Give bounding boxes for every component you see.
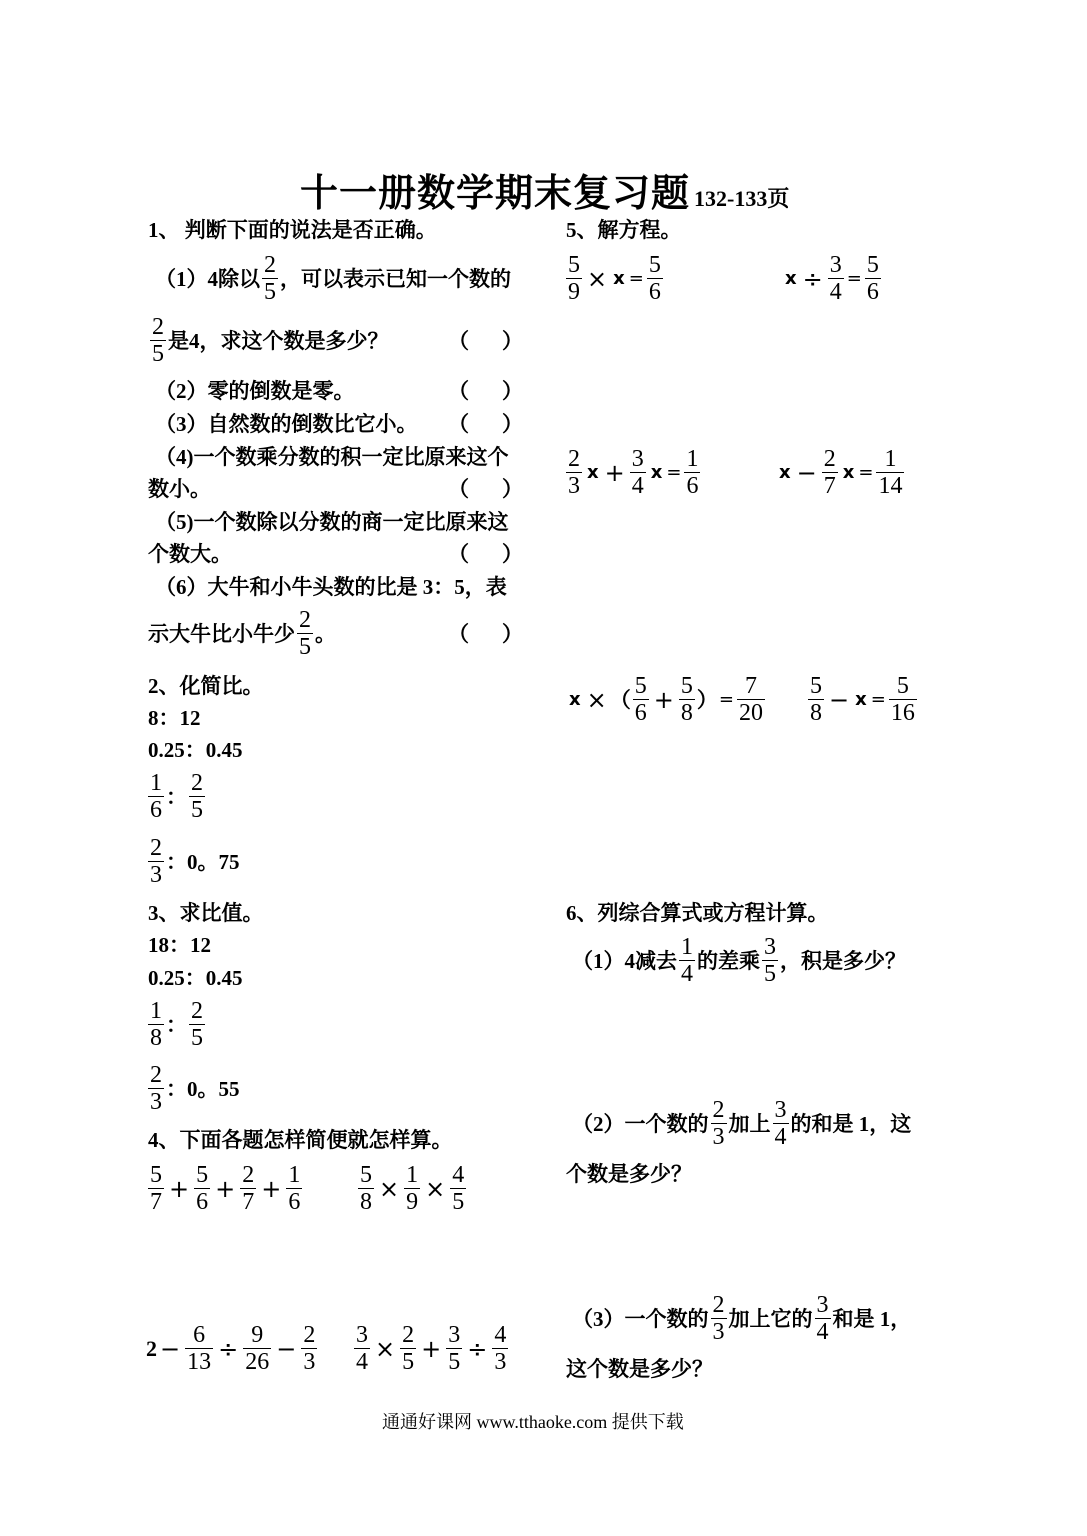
ratio-item: 0.25：0.45 xyxy=(148,738,243,762)
ratio-item: 0.25：0.45 xyxy=(148,966,243,990)
question-1-5-cont: 个数大。 （ ） xyxy=(148,538,523,570)
section-6-heading: 6、列综合算式或方程计算。 xyxy=(566,901,829,925)
equation-4: x − $\frac{2}{7}$ x = $\frac{1}{14}$ xyxy=(779,446,903,499)
word-problem-2-cont: 个数是多少？ xyxy=(566,1162,692,1186)
section-4-heading: 4、下面各题怎样简便就怎样算。 xyxy=(148,1128,453,1152)
equation-3: $\frac{2}{3}$ x + $\frac{3}{4}$ x = $\frac{1}{6}$ xyxy=(568,446,699,499)
ratio-item: $\frac{1}{6}$ ： $\frac{2}{5}$ xyxy=(150,770,203,823)
question-1-4: （4)一个数乘分数的积一定比原来这个 xyxy=(155,445,509,469)
answer-paren[interactable]: （ ） xyxy=(448,328,523,353)
expression-2: $\frac{5}{8}$ × $\frac{1}{9}$ × $\frac{4}{5}$ xyxy=(360,1162,465,1215)
answer-paren[interactable]: （ ） xyxy=(448,477,523,501)
word-problem-2: （2）一个数的 $\frac{2}{3}$ 加上 $\frac{3}{4}$ 的和是 1，这 xyxy=(572,1097,912,1150)
page-title: 十一册数学期末复习题 xyxy=(300,171,691,215)
equation-2: x ÷ $\frac{3}{4}$ = $\frac{5}{6}$ xyxy=(785,252,879,305)
question-1-3: （3）自然数的倒数比它小。 （ ） xyxy=(155,408,523,440)
section-2-heading: 2、化简比。 xyxy=(148,674,264,698)
equation-6: $\frac{5}{8}$ − x = $\frac{5}{16}$ xyxy=(810,673,915,726)
answer-paren[interactable]: （ ） xyxy=(448,542,523,566)
section-3-heading: 3、求比值。 xyxy=(148,901,264,925)
question-1-6-cont: 示大牛比小牛少 $\frac{2}{5}$ 。 （ ） xyxy=(148,607,523,660)
fraction: $\frac{2}{5}$ xyxy=(264,252,276,305)
question-1-5: （5)一个数除以分数的商一定比原来这 xyxy=(155,510,509,534)
ratio-item: 18：12 xyxy=(148,933,211,957)
answer-paren[interactable]: （ ） xyxy=(448,379,523,403)
question-1-6: （6）大牛和小牛头数的比是 3：5，表 xyxy=(155,575,507,599)
word-problem-3-cont: 这个数是多少？ xyxy=(566,1357,713,1381)
question-1-4-cont: 数小。 （ ） xyxy=(148,473,523,505)
word-problem-1: （1）4减去 $\frac{1}{4}$ 的差乘 $\frac{3}{5}$ ，积是多少？ xyxy=(572,934,906,987)
word-problem-3: （3）一个数的 $\frac{2}{3}$ 加上它的 $\frac{3}{4}$ 和是 1， xyxy=(572,1292,912,1345)
ratio-item: $\frac{2}{3}$ ：0。75 xyxy=(150,835,240,888)
ratio-item: $\frac{2}{3}$ ：0。55 xyxy=(150,1062,240,1115)
footer-credit: 通通好课网 www.tthaoke.com 提供下载 xyxy=(382,1412,684,1432)
equation-5: x × （ $\frac{5}{6}$ + $\frac{5}{8}$ ） = $\frac{7}{20}$ xyxy=(569,673,763,726)
expression-4: $\frac{3}{4}$ × $\frac{2}{5}$ + $\frac{3}{5}$ ÷ $\frac{4}{3}$ xyxy=(356,1322,507,1375)
section-1-heading: 1、 判断下面的说法是否正确。 xyxy=(148,218,437,242)
expression-3: 2 − $\frac{6}{13}$ ÷ $\frac{9}{26}$ − $\frac{2}{3}$ xyxy=(146,1322,316,1375)
question-1-2: （2）零的倒数是零。 （ ） xyxy=(155,375,523,407)
answer-paren[interactable]: （ ） xyxy=(448,412,523,436)
section-5-heading: 5、解方程。 xyxy=(566,218,682,242)
equation-1: $\frac{5}{9}$ × x = $\frac{5}{6}$ xyxy=(568,252,661,305)
ratio-item: $\frac{1}{8}$ ： $\frac{2}{5}$ xyxy=(150,998,203,1051)
expression-1: $\frac{5}{7}$ + $\frac{5}{6}$ + $\frac{2}{7}$ + $\frac{1}{6}$ xyxy=(150,1162,301,1215)
page-range: 132-133页 xyxy=(694,186,790,211)
ratio-item: 8：12 xyxy=(148,706,201,730)
answer-paren[interactable]: （ ） xyxy=(448,621,523,646)
question-1-1: （1）4除以 $\frac{2}{5}$ ，可以表示已知一个数的 xyxy=(155,252,511,305)
question-1-1-cont: $\frac{2}{5}$ 是4，求这个数是多少？ （ ） xyxy=(152,314,523,367)
